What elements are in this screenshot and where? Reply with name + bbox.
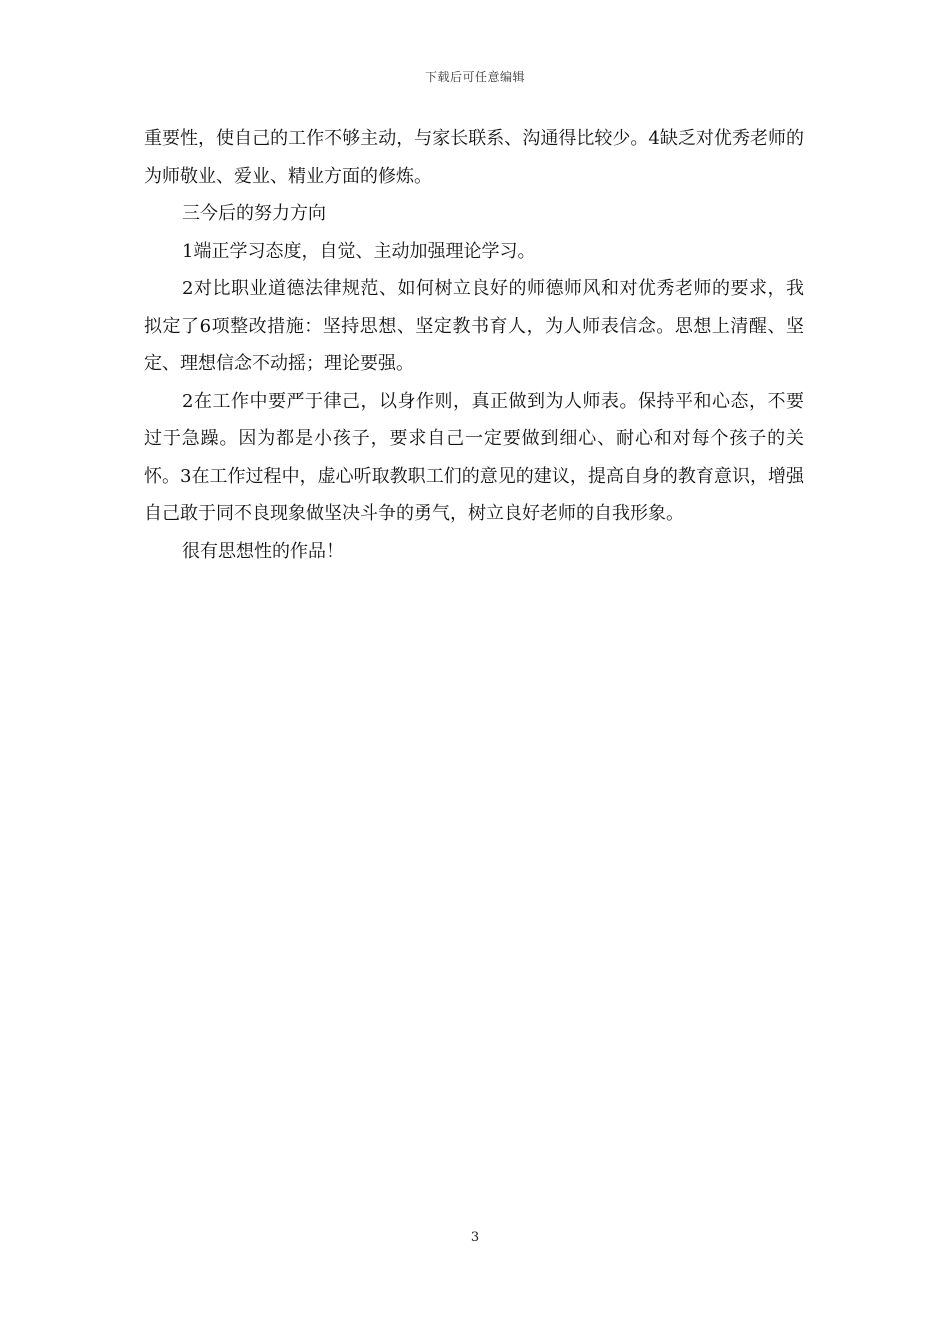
section-heading: 三今后的努力方向: [182, 203, 326, 224]
page-header: 下载后可任意编辑: [424, 70, 525, 84]
paragraph-continuation: 重要性，使自己的工作不够主动，与家长联系、沟通得比较少。4缺乏对优秀老师的为师敬业、爱业、精业方面的修炼。: [144, 128, 804, 187]
closing-remark: 很有思想性的作品！: [182, 540, 344, 562]
page-number: 3: [470, 1230, 480, 1245]
document-body: [144, 120, 804, 570]
paragraph-item-2: 2对比职业道德法律规范、如何树立良好的师德师风和对优秀老师的要求，我拟定了6项整改措施：坚持思想、坚定教书育人，为人师表信念。思想上清醒、坚定、理想信念不动摇；理论要强。: [144, 278, 804, 374]
paragraph-item-1: 1端正学习态度，自觉、主动加强理论学习。: [182, 240, 536, 262]
paragraph-item-3: 2在工作中要严于律己，以身作则，真正做到为人师表。保持平和心态，不要过于急躁。因为都是小孩子，要求自己一定要做到细心、耐心和对每个孩子的关怀。3在工作过程中，虚心听取教职工们的意见的建议，提高自身的教育意识，增强自己敢于同不良现象做坚决斗争的勇气，树立良好老师的自我形象。: [144, 390, 804, 524]
